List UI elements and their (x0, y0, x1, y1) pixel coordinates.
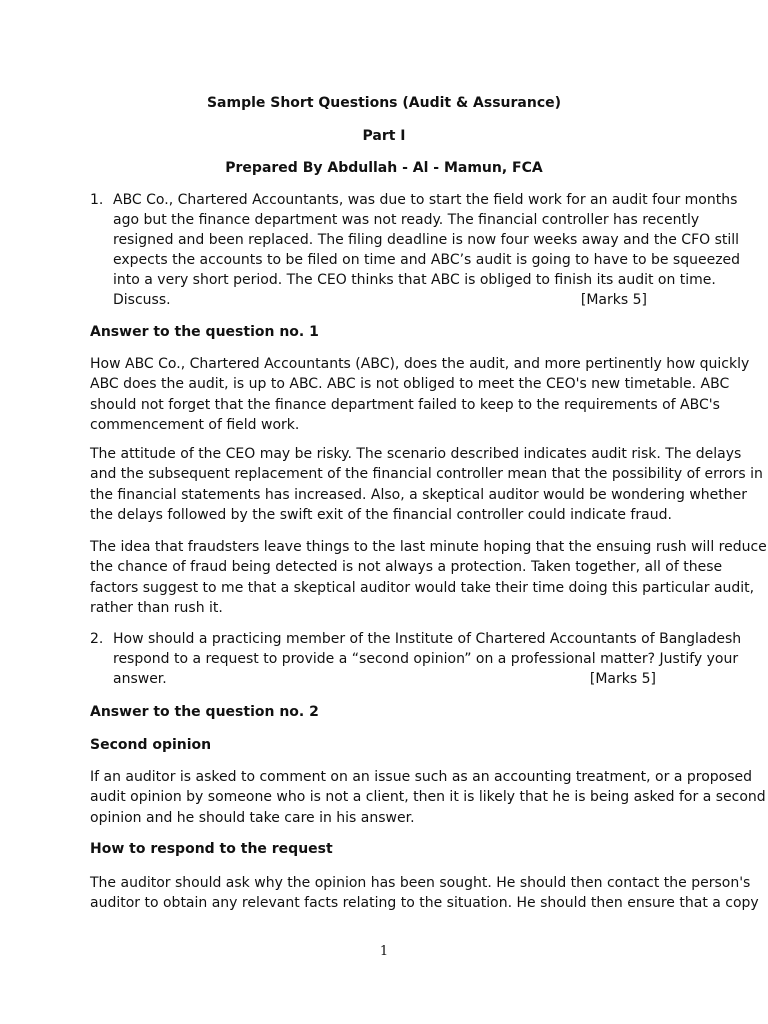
question-line: Discuss. (113, 292, 171, 308)
question-1 (90, 190, 741, 310)
paragraph-line: ABC does the audit, is up to ABC. ABC is not obliged to meet the CEO's new timetable. ABC (90, 376, 730, 393)
question-line: resigned and been replaced. The filing deadline is now four weeks away and the CFO still (113, 232, 740, 248)
document-title: Sample Short Questions (Audit & Assurance) (206, 95, 562, 111)
question-line: How should a practicing member of the Institute of Chartered Accountants of Bangladesh (113, 631, 742, 647)
paragraph-line: The attitude of the CEO may be risky. The scenario described indicates audit risk. The delays (90, 446, 742, 462)
paragraph-line: auditor to obtain any relevant facts relating to the situation. He should then ensure that a copy (90, 895, 759, 912)
question-line: into a very short period. The CEO thinks that ABC is obliged to finish its audit on time. (113, 272, 716, 288)
answer-heading: Answer to the question no. 1 (90, 324, 319, 340)
subheading: Second opinion (90, 737, 212, 753)
answer-paragraph (90, 444, 763, 525)
paragraph-line: commencement of field work. (90, 416, 300, 433)
question-line: ABC Co., Chartered Accountants, was due to start the field work for an audit four months (113, 192, 738, 208)
subheading: How to respond to the request (90, 841, 333, 857)
paragraph-line: rather than rush it. (90, 599, 223, 616)
document-part: Part I (362, 128, 406, 144)
marks-label: [Marks 5] (589, 671, 656, 687)
paragraph-line: How ABC Co., Chartered Accountants (ABC), does the audit, and more pertinently how quickly (90, 356, 750, 372)
paragraph-line: opinion and he should take care in his answer. (90, 809, 415, 826)
answer-paragraph (90, 537, 767, 618)
paragraph-line: The auditor should ask why the opinion has been sought. He should then contact the person's (90, 875, 751, 891)
paragraph-line: factors suggest to me that a skeptical auditor would take their time doing this particular audit, (90, 579, 755, 596)
question-line: ago but the finance department was not ready. The financial controller has recently (113, 212, 700, 228)
paragraph-line: the financial statements has increased. Also, a skeptical auditor would be wondering whether (90, 486, 748, 503)
answer-paragraph (90, 354, 750, 435)
question-line: answer. (113, 671, 167, 687)
question-number: 2. (90, 631, 104, 647)
paragraph-line: If an auditor is asked to comment on an issue such as an accounting treatment, or a proposed (90, 769, 753, 785)
paragraph-line: The idea that fraudsters leave things to the last minute hoping that the ensuing rush will reduce (90, 539, 767, 555)
question-line: respond to a request to provide a “second opinion” on a professional matter? Justify your (113, 651, 739, 667)
question-line: expects the accounts to be filed on time and ABC’s audit is going to have to be squeezed (113, 252, 741, 268)
answer-heading: Answer to the question no. 2 (90, 704, 319, 720)
question-number: 1. (90, 192, 104, 208)
question-2 (90, 629, 742, 689)
paragraph-line: the delays followed by the swift exit of the financial controller could indicate fraud. (90, 506, 672, 523)
marks-label: [Marks 5] (580, 292, 647, 308)
answer-paragraph (90, 767, 766, 828)
paragraph-line: the chance of fraud being detected is not always a protection. Taken together, all of these (90, 559, 723, 576)
page-number: 1 (379, 944, 389, 959)
answer-paragraph (90, 873, 759, 914)
paragraph-line: should not forget that the finance department failed to keep to the requirements of ABC's (90, 396, 720, 413)
document-author: Prepared By Abdullah - Al - Mamun, FCA (225, 160, 543, 176)
paragraph-line: audit opinion by someone who is not a client, then it is likely that he is being asked for a second (90, 789, 766, 806)
paragraph-line: and the subsequent replacement of the financial controller mean that the possibility of errors in (90, 466, 763, 483)
